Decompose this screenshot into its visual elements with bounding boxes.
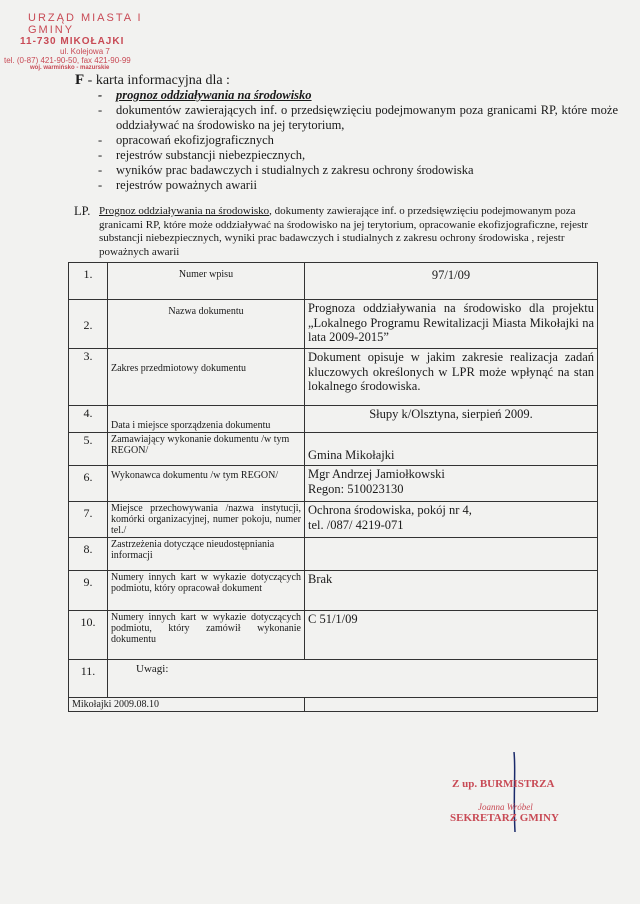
- form-letter: F: [75, 72, 85, 88]
- row-number: 4.: [69, 406, 108, 433]
- stamp-line-2: 11-730 MIKOŁAJKI: [20, 36, 125, 47]
- row-key: Numery innych kart w wykazie dotyczących podmiotu, który opracował dokument: [108, 571, 305, 611]
- row-key: Numery innych kart w wykazie dotyczących podmiotu, który zamówił wykonanie dokumentu: [108, 611, 305, 660]
- lp-description: [74, 205, 604, 259]
- approval-line-3: SEKRETARZ GMINY: [450, 812, 559, 824]
- table-row: [69, 660, 598, 698]
- approval-stamp: [452, 778, 559, 824]
- row-key: Wykonawca dokumentu /w tym REGON/: [108, 466, 305, 502]
- row-value: Słupy k/Olsztyna, sierpień 2009.: [305, 406, 598, 433]
- row-key: Numer wpisu: [108, 263, 305, 300]
- stamp-line-5: woj. warmińsko - mazurskie: [30, 65, 110, 71]
- scope-item: - wyników prac badawczych i studialnych z zakresu ochrony środowiska: [98, 163, 618, 178]
- scope-item: - rejestrów poważnych awarii: [98, 178, 618, 193]
- row-number: 7.: [69, 502, 108, 538]
- form-header: [75, 72, 230, 89]
- table-row: [69, 538, 598, 571]
- table-row: [69, 502, 598, 538]
- scope-item: - prognoz oddziaływania na środowisko: [98, 88, 618, 103]
- table-row: [69, 611, 598, 660]
- table-row: [69, 263, 598, 300]
- office-stamp: [0, 12, 190, 71]
- row-key: Miejsce przechowywania /nazwa instytucji, komórki organizacyjnej, numer pokoju, numer tel./: [108, 502, 305, 538]
- table-row: [69, 349, 598, 406]
- form-header-text: - karta informacyjna dla :: [84, 73, 230, 88]
- scope-item: - rejestrów substancji niebezpiecznych,: [98, 148, 618, 163]
- lp-label: LP.: [74, 204, 91, 218]
- approval-line-2: Joanna Wróbel: [478, 802, 533, 812]
- footer-date: Mikołajki 2009.08.10: [69, 698, 305, 712]
- stamp-line-4: tel. (0-87) 421-90-50, fax 421-90-99: [4, 56, 131, 65]
- approval-line-1: Z up. BURMISTRZA: [452, 778, 555, 790]
- row-number: 3.: [69, 349, 108, 406]
- row-number: 2.: [69, 300, 108, 349]
- row-value: Brak: [305, 571, 598, 611]
- scope-item: - opracowań ekofizjograficznych: [98, 133, 618, 148]
- row-value: 97/1/09: [305, 263, 598, 300]
- row-value: Dokument opisuje w jakim zakresie realizacja zadań kluczowych określonych w LPR może wpłynąć na stan lokalnego środowiska.: [305, 349, 598, 406]
- lp-underlined: Prognoz oddziaływania na środowisko: [99, 205, 270, 217]
- row-value: C 51/1/09: [305, 611, 598, 660]
- row-number: 5.: [69, 433, 108, 466]
- row-number: 8.: [69, 538, 108, 571]
- table-row: [69, 406, 598, 433]
- row-key: Data i miejsce sporządzenia dokumentu: [108, 406, 305, 433]
- row-number: 1.: [69, 263, 108, 300]
- table-row: [69, 466, 598, 502]
- row-value: Mgr Andrzej Jamiołkowski Regon: 510023130: [305, 466, 598, 502]
- row-key: Zakres przedmiotowy dokumentu: [108, 349, 305, 406]
- row-number: 10.: [69, 611, 108, 660]
- lp-rest: , dokumenty zawierające inf. o przedsięwzięciu podejmowanym poza granicami RP, które może oddziaływać na środowisko na jej terytorium, opracowanie ekofizjograficzne, rejestr substancji niebezpiecznych, wyniki prac badawczych i studialnych z zakresu ochrony środowiska , rejestr poważnych awarii: [99, 205, 589, 258]
- row-number: 11.: [69, 660, 108, 698]
- stamp-line-1: URZĄD MIASTA I GMINY: [28, 12, 143, 36]
- row-number: 9.: [69, 571, 108, 611]
- table-row: [69, 433, 598, 466]
- info-table: [68, 262, 598, 712]
- row-value: [305, 538, 598, 571]
- stamp-line-3: ul. Kolejowa 7: [60, 47, 110, 56]
- table-row: [69, 571, 598, 611]
- remarks: Uwagi:: [108, 660, 598, 698]
- scope-list: [98, 88, 618, 193]
- row-key: Zastrzeżenia dotyczące nieudostępniania informacji: [108, 538, 305, 571]
- scope-item: - dokumentów zawierających inf. o przedsięwzięciu podejmowanym poza granicami RP, które może oddziaływać na środowisko na jej terytorium,: [98, 103, 618, 133]
- row-value: Ochrona środowiska, pokój nr 4, tel. /087/ 4219-071: [305, 502, 598, 538]
- table-row: [69, 300, 598, 349]
- row-value: Gmina Mikołajki: [305, 433, 598, 466]
- row-key: Nazwa dokumentu: [108, 300, 305, 349]
- row-key: Zamawiający wykonanie dokumentu /w tym REGON/: [108, 433, 305, 466]
- table-row: [69, 698, 598, 712]
- row-value: Prognoza oddziaływania na środowisko dla projektu „Lokalnego Programu Rewitalizacji Miasta Mikołajki na lata 2009-2015”: [305, 300, 598, 349]
- row-number: 6.: [69, 466, 108, 502]
